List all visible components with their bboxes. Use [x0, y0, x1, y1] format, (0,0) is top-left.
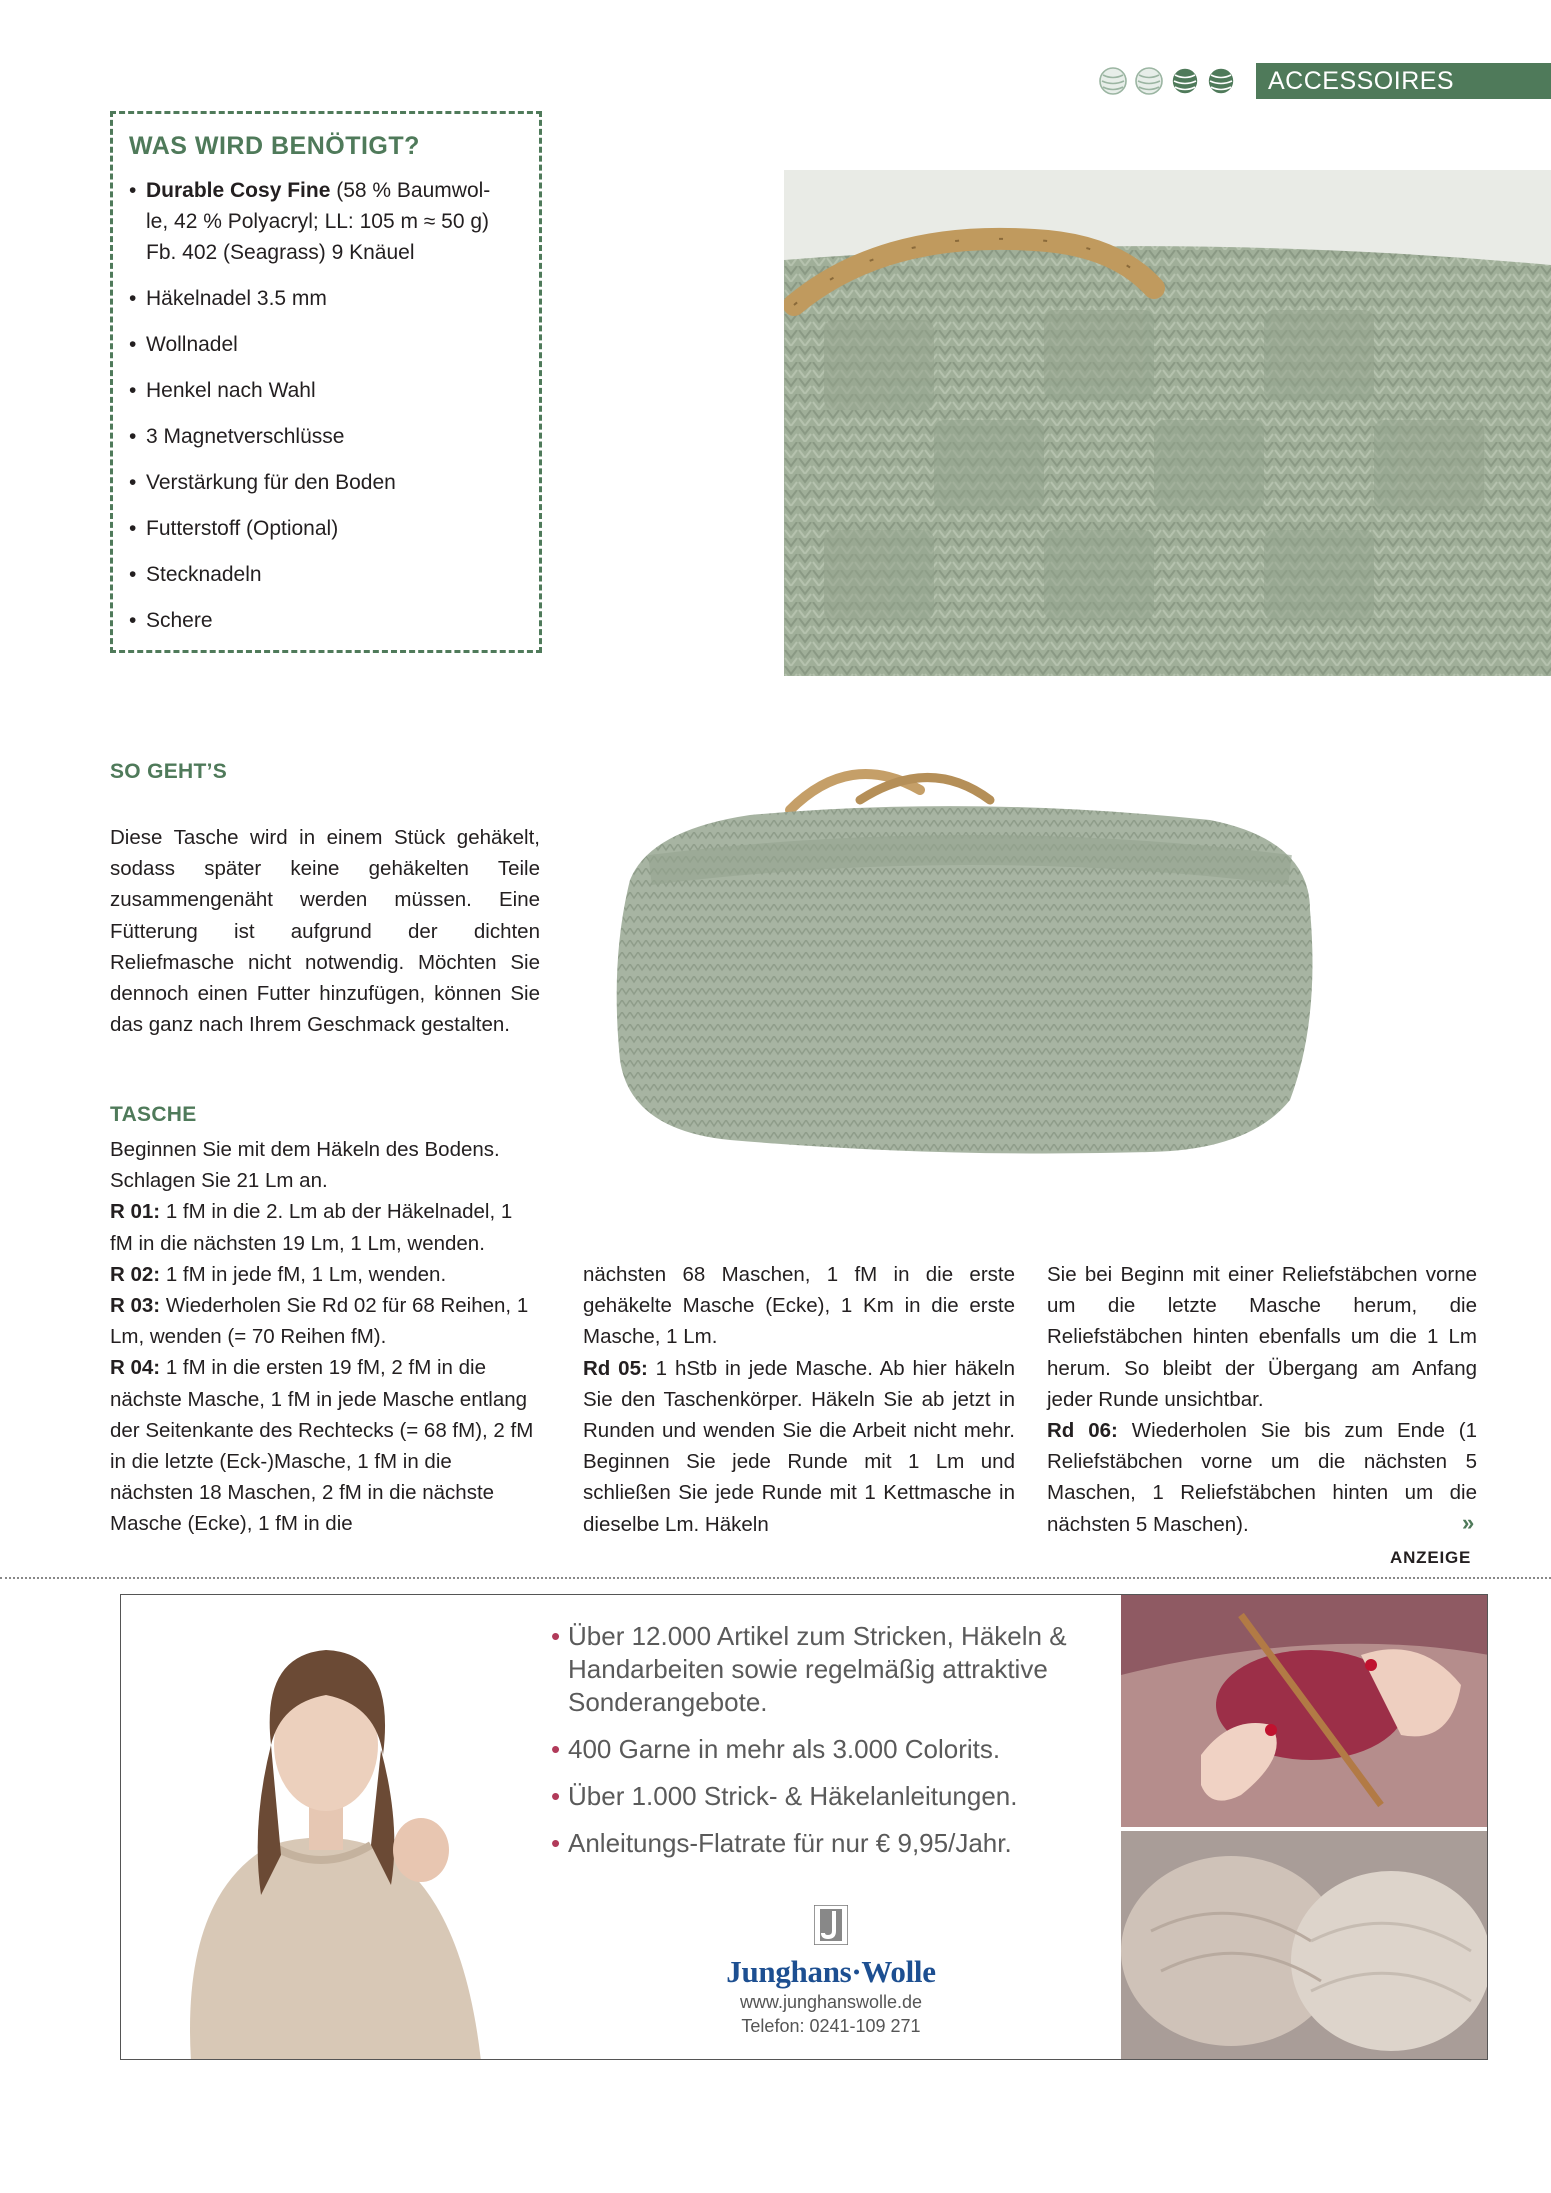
row-label: Rd 05: [583, 1356, 648, 1380]
instructions-col-3 [1047, 1259, 1477, 1540]
yarn-details-2: le, 42 % Polyacryl; LL: 105 m ≈ 50 g) [146, 210, 490, 233]
materials-list [129, 175, 523, 636]
material-item: • Verstärkung für den Boden [129, 467, 523, 498]
ad-bullet: • Anleitungs-Flatrate für nur € 9,95/Jahr. [551, 1827, 1151, 1860]
divider [0, 1577, 1551, 1579]
woman-sweater-photo [121, 1595, 531, 2060]
bag-intro: Beginnen Sie mit dem Häkeln des Bodens. Schlagen Sie 21 Lm an. [110, 1138, 500, 1193]
yarn-balls-photo [1121, 1831, 1488, 2060]
col3-text: Sie bei Beginn mit einer Reliefstäbchen vorne um die letzte Masche herum, die Reliefstäbchen hinten ebenfalls um die 1 Lm herum. So bleibt der Übergang am Anfang jeder Runde unsichtbar. [1047, 1263, 1477, 1411]
junghans-logo-icon [814, 1905, 848, 1945]
heading-bag: TASCHE [110, 1103, 197, 1126]
row-label: R 02: [110, 1262, 161, 1286]
yarn-details-1: (58 % Baumwol- [330, 179, 491, 202]
yarn-ball-icons [1098, 66, 1240, 96]
material-item: • Wollnadel [129, 329, 523, 360]
yarn-ball-icon [1100, 68, 1126, 94]
row-text: 1 fM in die 2. Lm ab der Häkelnadel, 1 fM in die nächsten 19 Lm, 1 Lm, wenden. [110, 1200, 513, 1255]
materials-box [110, 111, 542, 653]
yarn-name: Durable Cosy Fine [146, 179, 331, 202]
row-label: R 03: [110, 1294, 161, 1318]
material-item: • 3 Magnetverschlüsse [129, 421, 523, 452]
brand-phone: Telefon: 0241-109 271 [741, 2016, 921, 2036]
row-label: R 01: [110, 1200, 161, 1224]
material-item: • Henkel nach Wahl [129, 375, 523, 406]
row-text: Wiederholen Sie Rd 02 für 68 Reihen, 1 Lm, wenden (= 70 Reihen fM). [110, 1294, 529, 1349]
heading-intro: SO GEHT’S [110, 760, 228, 783]
continue-mark: » [1462, 1510, 1475, 1535]
instructions-col-1 [110, 1134, 540, 1540]
yarn-details-3: Fb. 402 (Seagrass) 9 Knäuel [146, 241, 415, 264]
bag-closeup-photo [784, 170, 1551, 676]
ad-bullet: • Über 12.000 Artikel zum Stricken, Häkeln & Handarbeiten sowie regelmäßig attraktive Sonderangebote. [551, 1620, 1151, 1719]
row-text: 1 hStb in jede Masche. Ab hier häkeln Sie den Taschenkörper. Häkeln Sie ab jetzt in Runden und wenden Sie die Arbeit nicht mehr. Beginnen Sie jede Runde mit 1 Lm und schließen Sie jede Runde mit 1 Kettmasche in dieselbe Lm. Häkeln [583, 1356, 1015, 1536]
row-text: 1 fM in jede fM, 1 Lm, wenden. [160, 1262, 447, 1286]
row-text: 1 fM in die ersten 19 fM, 2 fM in die nächste Masche, 1 fM in jede Masche entlang der Seitenkante des Rechtecks (= 68 fM), 2 fM in die letzte (Eck-)Masche, 1 fM in die nächsten 18 Maschen, 2 fM in die nächste Masche (Ecke), 1 fM in die [110, 1356, 534, 1536]
material-item: • Futterstoff (Optional) [129, 513, 523, 544]
yarn-ball-icon [1208, 68, 1234, 94]
material-item: • Schere [129, 605, 523, 636]
instructions-col-2 [583, 1259, 1015, 1540]
brand-name: Junghans·Wolle [726, 1954, 936, 1989]
ad-bullet: • 400 Garne in mehr als 3.000 Colorits. [551, 1733, 1151, 1766]
intro-text: Diese Tasche wird in einem Stück gehäkelt, sodass später keine gehäkelten Teile zusammengenäht werden müssen. Eine Fütterung ist aufgrund der dichten Reliefmasche nicht notwendig. Möchten Sie dennoch einen Futter hinzufügen, können Sie das ganz nach Ihrem Geschmack gestalten. [110, 826, 540, 1037]
bag-photo [590, 760, 1330, 1160]
row-text: Wiederholen Sie bis zum Ende (1 Reliefstäbchen vorne um die nächsten 5 Maschen, 1 Reliefstäbchen hinten um die nächsten 5 Maschen). [1047, 1419, 1477, 1536]
ad-label: ANZEIGE [1390, 1548, 1472, 1567]
knitting-hands-photo [1121, 1595, 1488, 1827]
materials-title: WAS WIRD BENÖTIGT? [129, 132, 420, 160]
brand-logo[interactable] [681, 1905, 981, 2038]
col2-text: nächsten 68 Maschen, 1 fM in die erste gehäkelte Masche (Ecke), 1 Km in die erste Masche, 1 Lm. [583, 1263, 1015, 1349]
ad-bullet: • Über 1.000 Strick- & Häkelanleitungen. [551, 1780, 1151, 1813]
material-item: • Stecknadeln [129, 559, 523, 590]
brand-url[interactable]: www.junghanswolle.de [739, 1992, 923, 2012]
material-item: • Häkelnadel 3.5 mm [129, 283, 523, 314]
row-label: Rd 06: [1047, 1419, 1118, 1443]
row-label: R 04: [110, 1356, 161, 1380]
yarn-ball-icon [1172, 68, 1198, 94]
ad-bullets [551, 1620, 1151, 1874]
yarn-ball-icon [1136, 68, 1162, 94]
advertisement[interactable] [120, 1594, 1488, 2060]
material-yarn [129, 175, 523, 268]
section-label: ACCESSOIRES [1256, 63, 1551, 99]
